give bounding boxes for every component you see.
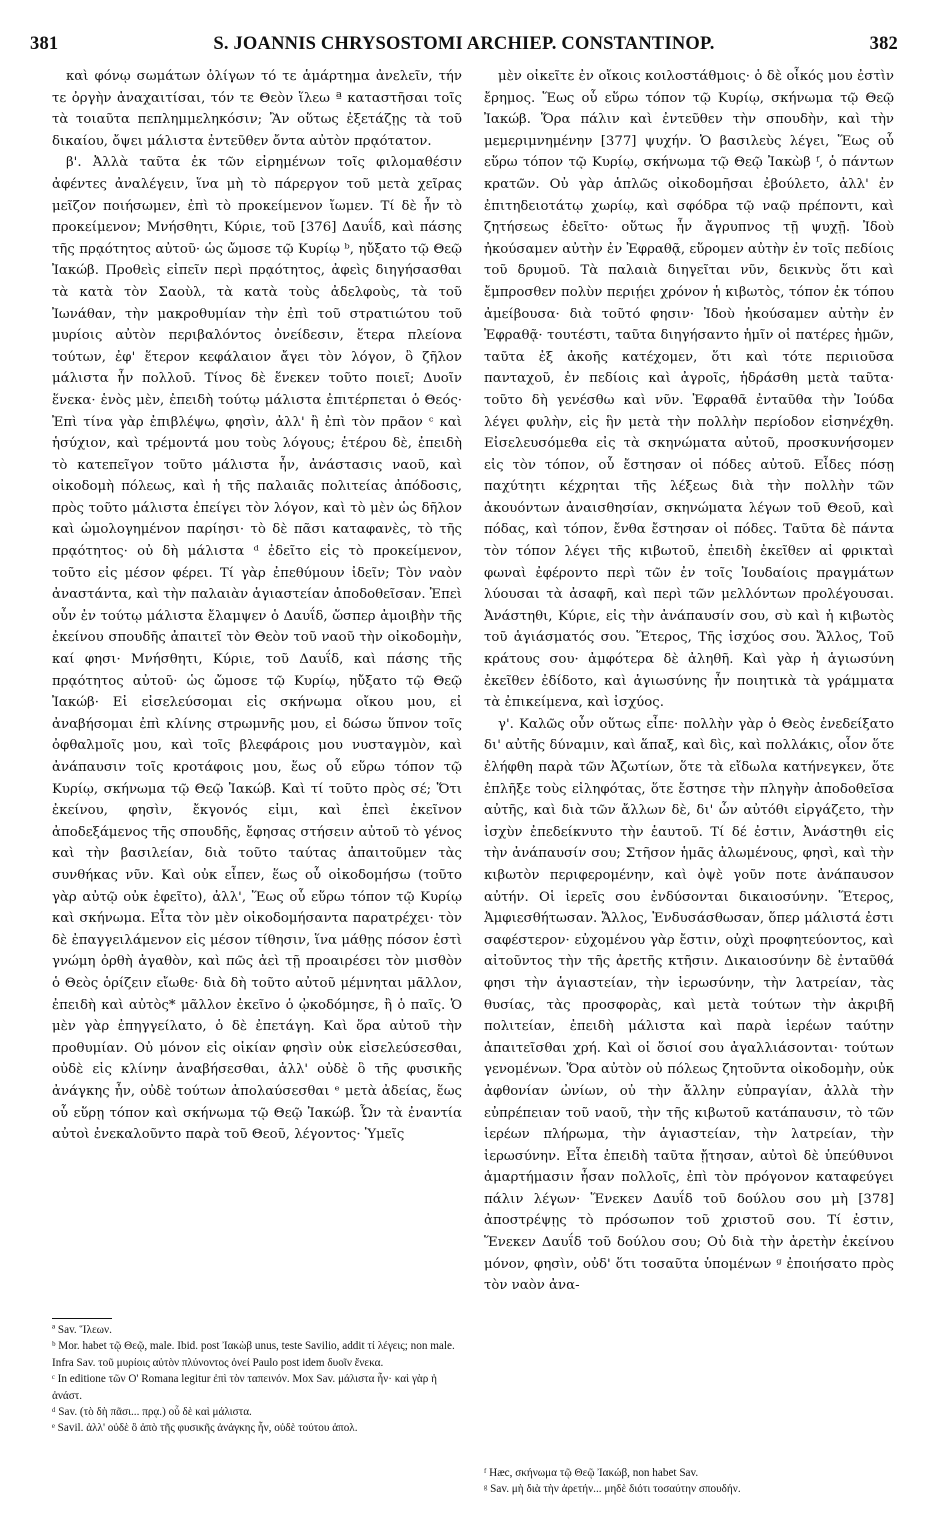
left-paragraph-1: καὶ φόνῳ σωμάτων ὀλίγων τό τε ἁμάρτημα ἀνελεῖν, τήν τε ὀργὴν ἀναχαιτίσαι, τόν τε Θεὸν ἵλεω ª καταστῆσαι τοῖς τὰ τοιαῦτα πεπλημμεληκόσιν; Ἂν οὕτως ἐξετάζῃς τὰ τοῦ δικαίου, ὄψει μάλιστα ἐντεῦθεν ὄντα αὐτὸν πρᾳότατον. bbox=[52, 69, 462, 149]
running-header bbox=[30, 34, 898, 58]
page-number-left: 381 bbox=[30, 34, 59, 54]
footnote-e: ᵉ Savil. ἀλλ' οὐδὲ ὃ ἀπὸ τῆς φυσικῆς ἀνάγκης ἦν, οὐδὲ τούτου ἀπολ. bbox=[52, 1422, 358, 1435]
footnotes-right bbox=[484, 1465, 894, 1498]
left-paragraph-2: β'. Ἀλλὰ ταῦτα ἐκ τῶν εἰρημένων τοῖς φιλομαθέσιν ἀφέντες ἀναλέγειν, ἵνα μὴ τὸ πάρεργον τοῦ μετὰ χεῖρας μεῖζον ποιήσωμεν, ἐπὶ τὸ προκείμενον ἴωμεν. Τί δὲ ἦν τὸ προκείμενον; Μνήσθητι, Κύριε, τοῦ [376] Δαυΐδ, καὶ πάσης τῆς πρᾳότητος αὐτοῦ· ὡς ὤμοσε τῷ Κυρίῳ ᵇ, ηὔξατο τῷ Θεῷ Ἰακώβ. Προθεὶς εἰπεῖν περὶ πρᾳότητος, ἀφεὶς διηγήσασθαι τὰ κατὰ τὸν Σαοὺλ, τὰ κατὰ τοὺς ἀδελφοὺς, τὰ τοῦ Ἰωνάθαν, τὴν μακροθυμίαν τὴν ἐπὶ τοῦ στρατιώτου τοῦ μυρίοις αὐτὸν περιβαλόντος ὀνείδεσιν, ἕτερα πλείονα τούτων, ἐφ' ἕτερον κεφάλαιον ἄγει τὸν λόγον, ὃ ζῆλον μάλιστα ἦν πολλοῦ. Τίνος δὲ ἕνεκεν τοῦτο ποιεῖ; Δυοῖν ἕνεκα· ἑνὸς μὲν, ἐπειδὴ τούτῳ μάλιστα ἐπιτέρπεται ὁ Θεός· Ἐπὶ τίνα γὰρ ἐπιβλέψω, φησὶν, ἀλλ' ἢ ἐπὶ τὸν πρᾶον ᶜ καὶ ἡσύχιον, καὶ τρέμοντά μου τοὺς λόγους; ἑτέρου δὲ, ἐπειδὴ τὸ κατεπεῖγον τοῦτο μάλιστα ἦν, ἀνάστασις ναοῦ, καὶ οἰκοδομὴ πόλεως, καὶ ἡ τῆς παλαιᾶς πολιτείας ἀπόδοσις, πρὸς τοῦτο μάλιστα ἐπείγει τὸν λόγον, καὶ τὸ μὲν ὡς δῆλον καὶ ὡμολογημένον παρίησι· τὸ δὲ πᾶσι καταφανὲς, τὸ τῆς πρᾳότητος· οὐ δὴ μάλιστα ᵈ ἐδεῖτο εἰς τὸ προκείμενον, τοῦτο εἰς μέσον φέρει. Τί γὰρ ἐπεθύμουν ἰδεῖν; Τὸν ναὸν ἀναστάντα, καὶ τὴν παλαιὰν ἁγιαστείαν ἀποδοθεῖσαν. Ἐπεὶ οὖν ἐν τούτῳ μάλιστα ἔλαμψεν ὁ Δαυΐδ, ὥσπερ ἀμοιβὴν τῆς ἐκείνου σπουδῆς ἀπαιτεῖ τὸν Θεὸν τοῦ ναοῦ τὴν οἰκοδομὴν, καί φησι· Μνήσθητι, Κύριε, τοῦ Δαυΐδ, καὶ πάσης τῆς πρᾳότητος αὐτοῦ· ὡς ὤμοσε τῷ Κυρίῳ, ηὔξατο τῷ Θεῷ Ἰακώβ· Εἰ εἰσελεύσομαι εἰς σκήνωμα οἴκου μου, εἰ ἀναβήσομαι ἐπὶ κλίνης στρωμνῆς μου, εἰ δώσω ὕπνον τοῖς ὀφθαλμοῖς μου, καὶ τοῖς βλεφάροις μου νυσταγμὸν, καὶ ἀνάπαυσιν τοῖς κροτάφοις μου, ἕως οὗ εὕρω τόπον τῷ Κυρίῳ, σκήνωμα τῷ Θεῷ Ἰακώβ. Καὶ τί τοῦτο πρὸς σέ; Ὅτι ἐκείνου, φησὶν, ἔκγονός εἰμι, καὶ ἐπεὶ ἐκεῖνον ἀποδεξάμενος τῆς σπουδῆς, ἔφησας στήσειν αὐτοῦ τὸ γένος καὶ τὴν βασιλείαν, διὰ τοῦτο ταύτας ἀπαιτοῦμεν τὰς συνθήκας νῦν. Καὶ οὐκ εἶπεν, ἕως οὗ οἰκοδομήσω (τοῦτο γὰρ αὐτῷ οὐκ ἐφεῖτο), ἀλλ', Ἕως οὗ εὕρω τόπον τῷ Κυρίῳ καὶ σκήνωμα. Εἶτα τὸν μὲν οἰκοδομήσαντα παρατρέχει· τὸν δὲ ἐπαγγειλάμενον εἰς μέσον τίθησιν, ἵνα μάθῃς πόσον ἐστὶ γνώμη ὀρθὴ ἀγαθὸν, καὶ πῶς ἀεὶ τῇ προαιρέσει τὸν μισθὸν ὁ Θεὸς ὁρίζειν εἴωθε· διὰ δὴ τοῦτο αὐτοῦ μέμνηται μᾶλλον, ἐπειδὴ καὶ αὐτὸς* μᾶλλον ἐκεῖνο ὁ ᾠκοδόμησε, ἢ ὁ παῖς. Ὁ μὲν γὰρ ἐπηγγείλατο, ὁ δὲ ἐπετάγη. Καὶ ὅρα αὐτοῦ τὴν προθυμίαν. Οὐ μόνον εἰς οἰκίαν φησὶν οὐκ εἰσελεύσεσθαι, οὐδὲ εἰς κλίνην ἀναβήσεσθαι, ἀλλ' οὐδὲ ὃ τῆς φυσικῆς ἀνάγκης ἦν, οὐδὲ τούτων ἀπολαύσεσθαι ᵉ μετὰ ἀδείας, ἕως οὗ εὕρῃ τόπον καὶ σκήνωμα τῷ Θεῷ Ἰακώβ. Ὧν τὰ ἐναντία αὐτοὶ ἐνεκαλοῦντο παρὰ τοῦ Θεοῦ, λέγοντος· Ὑμεῖς bbox=[52, 155, 462, 1143]
footnotes-left bbox=[52, 1322, 462, 1437]
footnote-b: ᵇ Mor. habet τῷ Θεῷ, male. Ibid. post Ἰακὼβ unus, teste Savilio, addit τί λέγεις; non male. Infra Sav. τοῦ μυρίοις αὐτὸν πλύνοντος ὀνεί Paulo post idem δυοῖν ἕνεκα. bbox=[52, 1340, 455, 1369]
running-title: S. JOANNIS CHRYSOSTOMI ARCHIEP. CONSTANTINOP. bbox=[213, 34, 715, 54]
page-number-right: 382 bbox=[869, 34, 898, 54]
footnote-g: ᵍ Sav. μὴ διὰ τὴν ἀρετήν... μηδὲ διότι τοσαύτην σπουδήν. bbox=[484, 1483, 741, 1496]
footnote-a: ª Sav. Ἵλεων. bbox=[52, 1324, 112, 1336]
footnote-d: ᵈ Sav. (τὸ δὴ πᾶσι... πρᾳ.) οὗ δὲ καὶ μάλιστα. bbox=[52, 1406, 252, 1419]
footnote-rule-left bbox=[52, 1318, 112, 1319]
footnote-c: ᶜ In editione τῶν Ο' Romana legitur ἐπὶ τὸν ταπεινόν. Mox Sav. μάλιστα ἦν· καὶ γὰρ ἡ ἀνάστ. bbox=[52, 1373, 438, 1402]
right-paragraph-1: μὲν οἰκεῖτε ἐν οἴκοις κοιλοστάθμοις· ὁ δὲ οἶκός μου ἐστὶν ἔρημος. Ἕως οὗ εὕρω τόπον τῷ Κυρίῳ, σκήνωμα τῷ Θεῷ Ἰακώβ. Ὅρα πάλιν καὶ ἐντεῦθεν τὴν σπουδὴν, καὶ τὴν μεμεριμνημένην [377] ψυχήν. Ὁ βασιλεὺς λέγει, Ἕως οὗ εὕρω τόπον τῷ Κυρίῳ, σκήνωμα τῷ Θεῷ Ἰακὼβ ᶠ, ὁ πάντων κρατῶν. Οὐ γὰρ ἁπλῶς οἰκοδομῆσαι ἐβούλετο, ἀλλ' ἐν ἐπιτηδειοτάτῳ χωρίῳ, καὶ σφόδρα τῷ ναῷ πρέποντι, καὶ ζητήσεως ἐδεῖτο· οὕτως ἦν ἄγρυπνος τῇ ψυχῇ. Ἰδοὺ ἠκούσαμεν αὐτὴν ἐν Ἐφραθᾷ, εὕρομεν αὐτὴν ἐν τοῖς πεδίοις τοῦ δρυμοῦ. Τὰ παλαιὰ διηγεῖται νῦν, δεικνὺς ὅτι καὶ ἔμπροσθεν πολὺν περιῄει χρόνον ἡ κιβωτὸς, τόπον ἐκ τόπου ἀμείβουσα· διὰ τοῦτό φησιν· Ἰδοὺ ἠκούσαμεν αὐτὴν ἐν Ἐφραθᾷ· τουτέστι, ταῦτα διηγήσαντο ἡμῖν οἱ πατέρες ἡμῶν, ταῦτα ἐξ ἀκοῆς κατέχομεν, ὅτι καὶ τότε περιιοῦσα πανταχοῦ, ἐν πεδίοις καὶ ἀγροῖς, ἡδράσθη μετὰ ταῦτα· τοῦτο δὴ γενέσθω καὶ νῦν. Ἐφραθᾶ ἐνταῦθα τὴν Ἰούδα λέγει φυλὴν, εἰς ἣν μετὰ τὴν πολλὴν περίοδον εἰσηνέχθη. Εἰσελευσόμεθα εἰς τὰ σκηνώματα αὐτοῦ, προσκυνήσομεν εἰς τὸν τόπον, οὗ ἔστησαν οἱ πόδες αὐτοῦ. Εἶδες πόσῃ παχύτητι κέχρηται τῆς λέξεως διὰ τὴν πολλὴν τῶν ἀκουόντων ἀναισθησίαν, σκηνώματα λέγων τοῦ Θεοῦ, καὶ πόδας, καὶ τόπον, ἔνθα ἔστησαν οἱ πόδες. Ταῦτα δὲ πάντα τὸν τόπον λέγει τῆς κιβωτοῦ, ἐπειδὴ ἐκεῖθεν αἱ φρικταὶ φωναὶ ἐφέροντο περὶ τῶν ἐν τοῖς Ἰουδαίοις πραγμάτων λύουσαι τὰ ἀσαφῆ, καὶ περὶ τῶν μελλόντων προλέγουσαι. Ἀνάστηθι, Κύριε, εἰς τὴν ἀνάπαυσίν σου, σὺ καὶ ἡ κιβωτὸς τοῦ ἁγιάσματός σου. Ἕτερος, Τῆς ἰσχύος σου. Ἄλλος, Τοῦ κράτους σου· ἀμφότερα δὲ ἀληθῆ. Καὶ γὰρ ἡ ἁγιωσύνη ἐκεῖθεν ἐδίδοτο, καὶ ἁγιωσύνης ἦν ποιητικὰ τὰ γράμματα τὰ ἐπικείμενα, καὶ ἰσχύος. bbox=[484, 69, 894, 711]
footnote-f: ᶠ Hæc, σκήνωμα τῷ Θεῷ Ἰακώβ, non habet Sav. bbox=[484, 1467, 699, 1479]
left-column bbox=[52, 66, 462, 1146]
right-column bbox=[484, 66, 894, 1297]
right-paragraph-2: γ'. Καλῶς οὖν οὕτως εἶπε· πολλὴν γὰρ ὁ Θεὸς ἐνεδείξατο δι' αὐτῆς δύναμιν, καὶ ἅπαξ, καὶ δὶς, καὶ πολλάκις, οἷον ὅτε ἐλήφθη παρὰ τῶν Ἀζωτίων, ὅτε τὰ εἴδωλα κατήνεγκεν, ὅτε ἐπλῆξε τοὺς εἰληφότας, ὅτε ἔστησε τὴν πληγὴν ἀποδοθεῖσα αὐτῆς, καὶ διὰ τῶν ἄλλων δὲ, δι' ὧν αὐτόθι εἰργάζετο, τὴν ἰσχὺν ἐπεδείκνυτο τὴν ἑαυτοῦ. Τί δέ ἐστιν, Ἀνάστηθι εἰς τὴν ἀνάπαυσίν σου; Στῆσον ἡμᾶς ἀλωμένους, φησὶ, καὶ τὴν κιβωτὸν περιφερομένην, καὶ ὀψὲ γοῦν ποτε ἀνάπαυσον αὐτήν. Οἱ ἱερεῖς σου ἐνδύσονται δικαιοσύνην. Ἕτερος, Ἀμφιεσθήτωσαν. Ἄλλος, Ἐνδυσάσθωσαν, ὅπερ μάλιστά ἐστι σαφέστερον· εὐχομένου γὰρ ἔστιν, οὐχὶ προφητεύοντος, καὶ αἰτοῦντος τὴν τῆς ἀρετῆς κτῆσιν. Δικαιοσύνην δὲ ἐνταῦθά φησι τὴν ἁγιαστείαν, τὴν ἱερωσύνην, τὴν λατρείαν, τὰς θυσίας, τὰς προσφορὰς, καὶ μετὰ τούτων τὴν ἀκριβῆ πολιτείαν, ἐπειδὴ μάλιστα καὶ παρὰ ἱερέων ταύτην ἀπαιτεῖσθαι χρή. Καὶ οἱ ὅσιοί σου ἀγαλλιάσονται· τούτων γενομένων. Ὅρα αὐτὸν οὐ πόλεως ζητοῦντα οἰκοδομὴν, οὐκ ἀφθονίαν ὠνίων, οὐ τὴν ἄλλην εὐπραγίαν, ἀλλὰ τὴν εὐπρέπειαν τοῦ ναοῦ, τὴν τῆς κιβωτοῦ κατάπαυσιν, τὸ τῶν ἱερέων πλήρωμα, τὴν ἁγιαστείαν, τὴν λατρείαν, τὴν ἱερωσύνην. Εἶτα ἐπειδὴ ταῦτα ᾔτησαν, αὐτοὶ δὲ ὑπεύθυνοι ἁμαρτήμασιν ἦσαν πολλοῖς, ἐπὶ τὸν πρόγονον καταφεύγει πάλιν λέγων· Ἕνεκεν Δαυΐδ τοῦ δούλου σου μὴ [378] ἀποστρέψῃς τὸ πρόσωπον τοῦ χριστοῦ σου. Τί ἐστιν, Ἕνεκεν Δαυΐδ τοῦ δούλου σου; Οὐ διὰ τὴν ἀρετὴν ἐκείνου μόνον, φησὶν, οὐδ' ὅτι τοσαῦτα ὑπομένων ᵍ ἐποιήσατο πρὸς τὸν ναὸν ἀνα- bbox=[484, 716, 894, 1294]
